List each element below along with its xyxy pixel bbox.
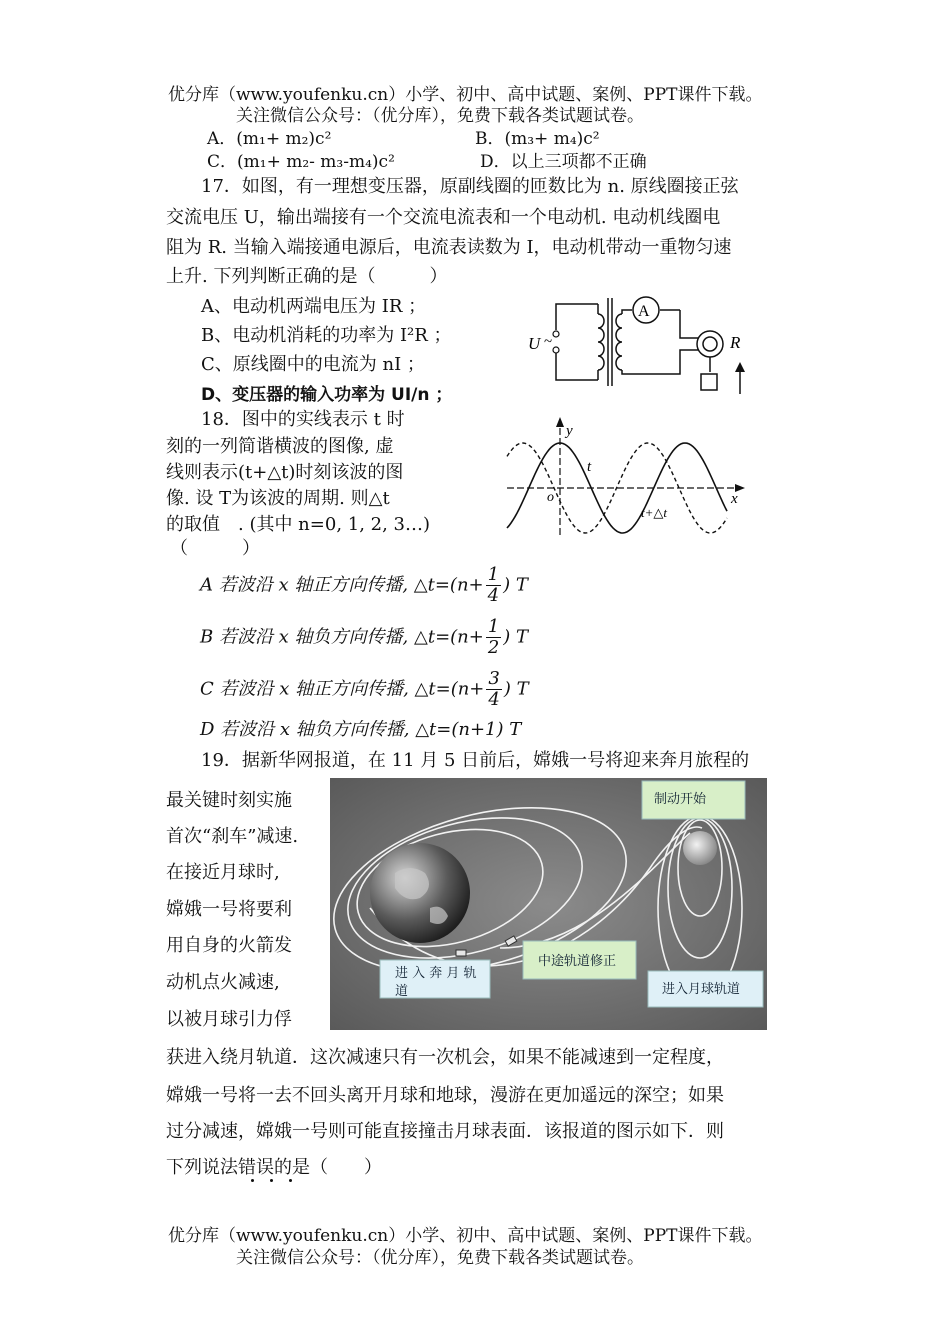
q19-side-line: 嫦娥一号将要利 bbox=[166, 899, 292, 920]
q18-option-c bbox=[200, 669, 529, 710]
dashed-wave-label: t+△t bbox=[641, 505, 667, 520]
q16-option-c: C．(m₁+ m₂- m₃-m₄)c² bbox=[207, 152, 395, 172]
fraction-denominator: 4 bbox=[487, 584, 500, 606]
q19-line-1: 19．据新华网报道，在 11 月 5 日前后，嫦娥一号将迎来奔月旅程的 bbox=[201, 750, 750, 771]
q18-line-5: 的取值 . (其中 n=0, 1, 2, 3…) bbox=[166, 514, 431, 535]
emphasis-dot bbox=[289, 1179, 292, 1182]
q19-line-after-2: 嫦娥一号将一去不回头离开月球和地球，漫游在更加遥远的深空；如果 bbox=[166, 1085, 724, 1106]
resistance-label: R bbox=[730, 333, 741, 352]
q19-side-line: 在接近月球时, bbox=[166, 862, 280, 883]
q16-option-b: B．(m₃+ m₄)c² bbox=[475, 129, 600, 149]
fraction-denominator: 4 bbox=[488, 688, 500, 710]
q16-option-d: D．以上三项都不正确 bbox=[480, 152, 647, 172]
emphasis-dot bbox=[251, 1179, 254, 1182]
q18-option-a-text: A 若波沿 x 轴正方向传播, △t=(n+ bbox=[200, 574, 484, 596]
fraction-denominator: 2 bbox=[487, 636, 500, 658]
spacecraft-icon bbox=[456, 950, 466, 956]
fraction-1-2 bbox=[486, 617, 501, 658]
q18-line-1: 18．图中的实线表示 t 时 bbox=[201, 409, 405, 430]
fraction-numerator: 1 bbox=[487, 616, 500, 637]
wave-graph-figure bbox=[495, 415, 755, 540]
fraction-numerator: 3 bbox=[488, 668, 500, 689]
q19-side-line: 以被月球引力俘 bbox=[166, 1009, 292, 1030]
q17-option-d: D、变压器的输入功率为 UI/n ； bbox=[201, 385, 453, 405]
label-brake-start: 制动开始 bbox=[654, 792, 707, 807]
q18-option-c-tail: ) T bbox=[503, 678, 529, 700]
voltage-label: U bbox=[528, 334, 541, 353]
fraction-1-4 bbox=[486, 565, 501, 606]
q19-side-line: 最关键时刻实施 bbox=[166, 790, 292, 811]
q17-line-2: 交流电压 U，输出端接有一个交流电流表和一个电动机. 电动机线圈电 bbox=[166, 207, 721, 228]
q18-option-c-text: C 若波沿 x 轴正方向传播, △t=(n+ bbox=[200, 678, 485, 700]
q18-line-2: 刻的一列简谐横波的图像, 虚 bbox=[166, 436, 394, 457]
q17-line-1: 17．如图，有一理想变压器，原副线圈的匝数比为 n. 原线圈接正弦 bbox=[201, 176, 739, 197]
origin-label: o bbox=[547, 490, 554, 505]
footer-line-2: 关注微信公众号：（优分库），免费下载各类试题试卷。 bbox=[236, 1248, 644, 1268]
ammeter-label: A bbox=[638, 303, 650, 320]
footer-line-1: 优分库（www.youfenku.cn）小学、初中、高中试题、案例、PPT课件下载。 bbox=[168, 1226, 763, 1246]
q18-option-a bbox=[200, 565, 528, 606]
transformer-circuit-figure bbox=[520, 290, 770, 402]
q19-side-line: 动机点火减速, bbox=[166, 972, 280, 993]
ac-symbol: ~ bbox=[544, 334, 553, 350]
q16-option-a: A．(m₁+ m₂)c² bbox=[207, 129, 332, 149]
q18-option-b-text: B 若波沿 x 轴负方向传播, △t=(n+ bbox=[200, 626, 484, 648]
q18-line-4: 像. 设 T为该波的周期. 则△t bbox=[166, 488, 390, 509]
q18-option-b-tail: ) T bbox=[503, 626, 529, 648]
q18-line-3: 线则表示(t+△t)时刻该波的图 bbox=[166, 462, 404, 483]
q19-line-after-4: 下列说法错误的是（ ） bbox=[166, 1157, 382, 1178]
q17-line-3: 阻为 R. 当输入端接通电源后，电流表读数为 I，电动机带动一重物匀速 bbox=[166, 237, 732, 258]
q18-option-a-tail: ) T bbox=[503, 574, 528, 596]
q17-line-4: 上升. 下列判断正确的是（ ） bbox=[166, 266, 448, 287]
q17-option-c: C、原线圈中的电流为 nI ； bbox=[201, 354, 425, 375]
x-axis-label: x bbox=[731, 491, 738, 507]
label-enter-transfer-orbit: 进 入 奔 月 轨 道 bbox=[395, 966, 477, 999]
q19-line-after-1: 获进入绕月轨道．这次减速只有一次机会，如果不能减速到一定程度， bbox=[166, 1047, 724, 1068]
label-midcourse-correction: 中途轨道修正 bbox=[538, 954, 617, 969]
y-axis-label: y bbox=[566, 423, 573, 439]
fraction-3-4 bbox=[486, 669, 501, 710]
fraction-numerator: 1 bbox=[487, 564, 500, 585]
q19-side-line: 用自身的火箭发 bbox=[166, 935, 292, 956]
q17-option-b: B、电动机消耗的功率为 I²R ； bbox=[201, 325, 452, 346]
q18-line-6: （ ） bbox=[170, 538, 260, 559]
q18-option-b bbox=[200, 617, 528, 658]
emphasis-dot bbox=[270, 1179, 273, 1182]
label-enter-lunar-orbit: 进入月球轨道 bbox=[662, 982, 741, 997]
solid-wave-label: t bbox=[587, 459, 592, 475]
header-line-2: 关注微信公众号：（优分库），免费下载各类试题试卷。 bbox=[236, 106, 644, 126]
q19-side-line: 首次“刹车”减速. bbox=[166, 826, 299, 847]
q19-line-after-3: 过分减速，嫦娥一号则可能直接撞击月球表面．该报道的图示如下．则 bbox=[166, 1121, 724, 1142]
q17-option-a: A、电动机两端电压为 IR ； bbox=[201, 296, 427, 317]
header-line-1: 优分库（www.youfenku.cn）小学、初中、高中试题、案例、PPT课件下载。 bbox=[168, 85, 763, 105]
moon-icon bbox=[683, 831, 717, 865]
q18-option-d: D 若波沿 x 轴负方向传播, △t=(n+1) T bbox=[200, 719, 522, 740]
